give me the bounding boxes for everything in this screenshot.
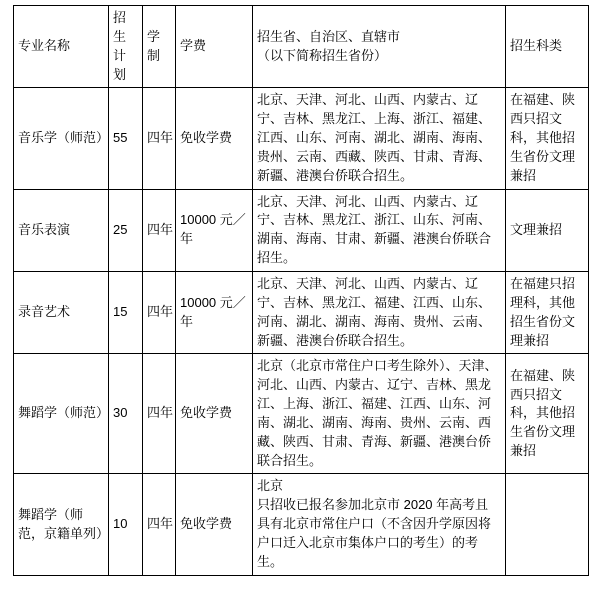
column-header-provinces-line1: 招生省、自治区、直辖市 xyxy=(257,28,401,44)
column-header-plan: 招生计划 xyxy=(109,6,143,88)
header-row xyxy=(14,6,589,88)
table-row xyxy=(14,474,589,575)
table-body xyxy=(14,88,589,575)
table-row xyxy=(14,88,589,189)
cell-plan: 55 xyxy=(109,88,143,189)
cell-provinces: 北京（北京市常住户口考生除外）、天津、河北、山西、内蒙古、辽宁、吉林、黑龙江、上海、浙江、福建、江西、山东、河南、湖北、湖南、海南、贵州、云南、西藏、陕西、甘肃、青海、新疆、港澳台侨联合招生。 xyxy=(253,354,506,474)
cell-provinces: 北京、天津、河北、山西、内蒙古、辽宁、吉林、黑龙江、上海、浙江、福建、江西、山东、河南、湖北、湖南、海南、贵州、云南、西藏、陕西、甘肃、青海、新疆、港澳台侨联合招生。 xyxy=(253,88,506,189)
cell-category: 在福建、陕西只招文科，其他招生省份文理兼招 xyxy=(506,88,589,189)
cell-fee: 免收学费 xyxy=(176,474,253,575)
cell-years: 四年 xyxy=(143,474,176,575)
column-header-fee: 学费 xyxy=(176,6,253,88)
cell-major: 音乐表演 xyxy=(14,189,109,271)
column-header-provinces xyxy=(253,6,506,88)
cell-provinces: 北京、天津、河北、山西、内蒙古、辽宁、吉林、黑龙江、福建、江西、山东、河南、湖北、湖南、海南、贵州、云南、新疆、港澳台侨联合招生。 xyxy=(253,271,506,353)
cell-years: 四年 xyxy=(143,88,176,189)
cell-plan: 30 xyxy=(109,354,143,474)
column-header-category: 招生科类 xyxy=(506,6,589,88)
cell-provinces xyxy=(253,474,506,575)
column-header-years: 学制 xyxy=(143,6,176,88)
cell-major: 音乐学（师范） xyxy=(14,88,109,189)
admissions-table xyxy=(13,5,589,576)
cell-provinces-line: 北京 xyxy=(257,478,284,494)
cell-provinces-line: 只招收已报名参加北京市 2020 年高考且具有北京市常住户口（不含因升学原因将户口迁入北京市集体户口的考生）的考生。 xyxy=(257,497,492,569)
cell-plan: 15 xyxy=(109,271,143,353)
cell-years: 四年 xyxy=(143,189,176,271)
admissions-table-container xyxy=(13,5,588,576)
cell-provinces: 北京、天津、河北、山西、内蒙古、辽宁、吉林、黑龙江、浙江、山东、河南、湖南、海南、甘肃、新疆、港澳台侨联合招生。 xyxy=(253,189,506,271)
cell-major: 舞蹈学（师范） xyxy=(14,354,109,474)
cell-category: 在福建只招理科，其他招生省份文理兼招 xyxy=(506,271,589,353)
cell-plan: 10 xyxy=(109,474,143,575)
cell-years: 四年 xyxy=(143,271,176,353)
cell-major: 舞蹈学（师范，京籍单列） xyxy=(14,474,109,575)
cell-category: 在福建、陕西只招文科，其他招生省份文理兼招 xyxy=(506,354,589,474)
cell-fee: 10000 元／年 xyxy=(176,271,253,353)
cell-plan: 25 xyxy=(109,189,143,271)
cell-category xyxy=(506,474,589,575)
cell-category: 文理兼招 xyxy=(506,189,589,271)
column-header-major: 专业名称 xyxy=(14,6,109,88)
table-header xyxy=(14,6,589,88)
cell-fee: 10000 元／年 xyxy=(176,189,253,271)
cell-fee: 免收学费 xyxy=(176,354,253,474)
table-row xyxy=(14,271,589,353)
cell-years: 四年 xyxy=(143,354,176,474)
column-header-provinces-line2: （以下简称招生省份） xyxy=(257,47,388,63)
table-row xyxy=(14,354,589,474)
cell-major: 录音艺术 xyxy=(14,271,109,353)
cell-fee: 免收学费 xyxy=(176,88,253,189)
table-row xyxy=(14,189,589,271)
